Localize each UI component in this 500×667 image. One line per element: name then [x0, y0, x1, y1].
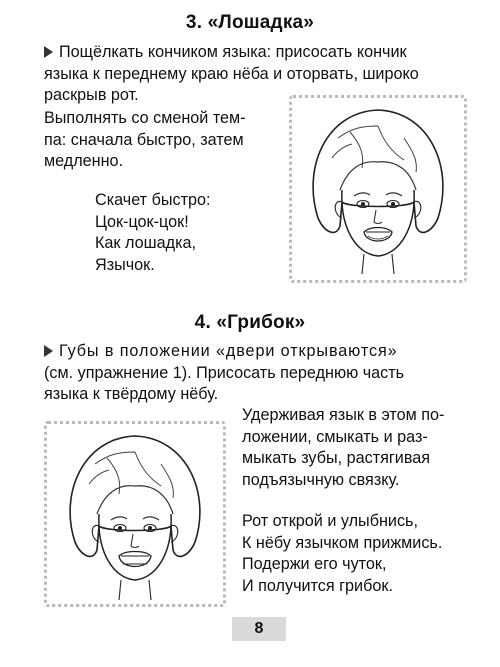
poem-line: И получится грибок. — [242, 576, 393, 595]
bullet-arrow-icon — [44, 46, 53, 58]
instruction-line — [44, 42, 484, 64]
section-4-detail — [242, 405, 482, 491]
section-3-poem — [95, 190, 275, 276]
illustration-mushroom-exercise — [44, 421, 226, 607]
instruction-line: раскрыв рот. — [44, 86, 139, 104]
illustration-horse-exercise — [289, 95, 467, 283]
section-4-poem — [242, 511, 482, 597]
detail-line: мыкать зубы, растягивая — [242, 449, 431, 467]
section-4-instruction — [44, 341, 484, 406]
poem-line: Язычок. — [95, 255, 155, 274]
poem-line: Рот открой и улыбнись, — [242, 512, 418, 530]
section-3-title: 3. «Лошадка» — [185, 12, 315, 33]
instruction-line: языка к переднему краю нёба и оторвать, широко — [44, 64, 419, 83]
page-number: 8 — [232, 617, 286, 641]
instruction-line — [44, 341, 484, 363]
bullet-arrow-icon — [44, 345, 53, 357]
poem-line: Скачет быстро: — [95, 191, 211, 209]
tempo-line: па: сначала быстро, затем — [44, 130, 244, 149]
section-3-tempo — [44, 108, 280, 173]
detail-line: подъязычную связку. — [242, 470, 400, 489]
detail-line: Удерживая язык в этом по- — [242, 406, 445, 424]
child-face-open-mouth-icon — [47, 424, 223, 604]
poem-line: Подержи его чуток, — [242, 555, 387, 573]
child-face-tongue-click-icon — [292, 98, 464, 280]
tempo-line: медленно. — [44, 152, 124, 170]
instruction-text: Пощёлкать кончиком языка: присосать кончик — [59, 43, 407, 61]
section-4-title: 4. «Грибок» — [194, 312, 306, 333]
poem-line: Как лошадка, — [95, 234, 197, 252]
instruction-line: (см. упражнение 1). Присосать переднюю часть — [44, 363, 405, 382]
detail-line: ложении, смыкать и раз- — [242, 427, 428, 446]
instruction-text: Губы в положении «двери открываются» — [59, 342, 398, 360]
instruction-line: языка к твёрдому нёбу. — [44, 385, 219, 403]
poem-line: К нёбу язычком прижмись. — [242, 533, 443, 552]
tempo-line: Выполнять со сменой тем- — [44, 109, 246, 127]
poem-line: Цок-цок-цок! — [95, 212, 189, 231]
